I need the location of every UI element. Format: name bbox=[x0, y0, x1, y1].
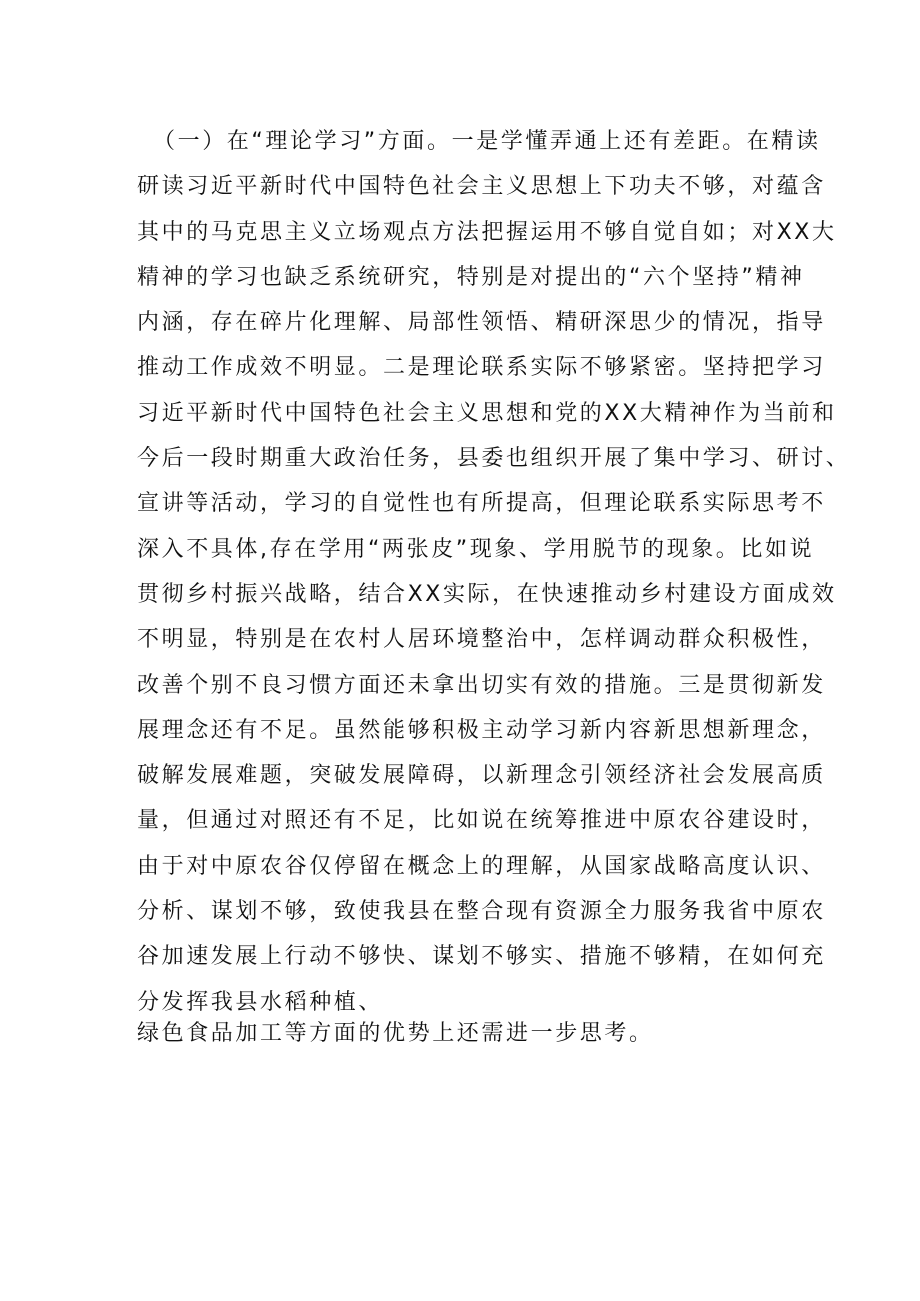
text-line: 宣讲等活动，学习的自觉性也有所提高，但理论联系实际思考不 bbox=[137, 491, 826, 517]
text-line: 绿色食品加工等方面的优势上还需进一步思考。 bbox=[137, 1020, 654, 1046]
text-line: 量，但通过对照还有不足，比如说在统筹推进中原农谷建设时， bbox=[137, 808, 826, 834]
text-line: 其中的马克思主义立场观点方法把握运用不够自觉自如；对XX大 bbox=[137, 219, 837, 245]
text-line: 研读习近平新时代中国特色社会主义思想上下功夫不够，对蕴含 bbox=[137, 174, 826, 200]
text-line: 分析、谋划不够，致使我县在整合现有资源全力服务我省中原农 bbox=[137, 899, 826, 925]
text-line: 深入不具体,存在学用“两张皮”现象、学用脱节的现象。比如说 bbox=[137, 536, 815, 562]
text-line: 推动工作成效不明显。二是理论联系实际不够紧密。坚持把学习 bbox=[137, 355, 826, 381]
text-line: 内涵，存在碎片化理解、局部性领悟、精研深思少的情况，指导 bbox=[137, 310, 826, 336]
text-line: 改善个别不良习惯方面还未拿出切实有效的措施。三是贯彻新发 bbox=[137, 672, 826, 698]
text-line: 习近平新时代中国特色社会主义思想和党的XX大精神作为当前和 bbox=[137, 400, 837, 426]
text-line: （一）在“理论学习”方面。一是学懂弄通上还有差距。在精读 bbox=[153, 129, 821, 154]
body-paragraph bbox=[137, 119, 851, 1051]
text-line: 贯彻乡村振兴战略，结合XX实际，在快速推动乡村建设方面成效 bbox=[137, 581, 837, 607]
text-line: 今后一段时期重大政治任务，县委也组织开展了集中学习、研讨、 bbox=[137, 446, 851, 472]
text-line: 破解发展难题，突破发展障碍，以新理念引领经济社会发展高质 bbox=[137, 763, 826, 789]
text-line: 精神的学习也缺乏系统研究，特别是对提出的“六个坚持”精神 bbox=[137, 264, 805, 290]
text-line: 不明显，特别是在农村人居环境整治中，怎样调动群众积极性， bbox=[137, 627, 826, 653]
text-line: 由于对中原农谷仅停留在概念上的理解，从国家战略高度认识、 bbox=[137, 853, 826, 879]
text-line: 谷加速发展上行动不够快、谋划不够实、措施不够精，在如何充 bbox=[137, 944, 826, 970]
text-line: 分发挥我县水稻种植、 bbox=[137, 989, 384, 1015]
text-line: 展理念还有不足。虽然能够积极主动学习新内容新思想新理念， bbox=[137, 717, 826, 743]
